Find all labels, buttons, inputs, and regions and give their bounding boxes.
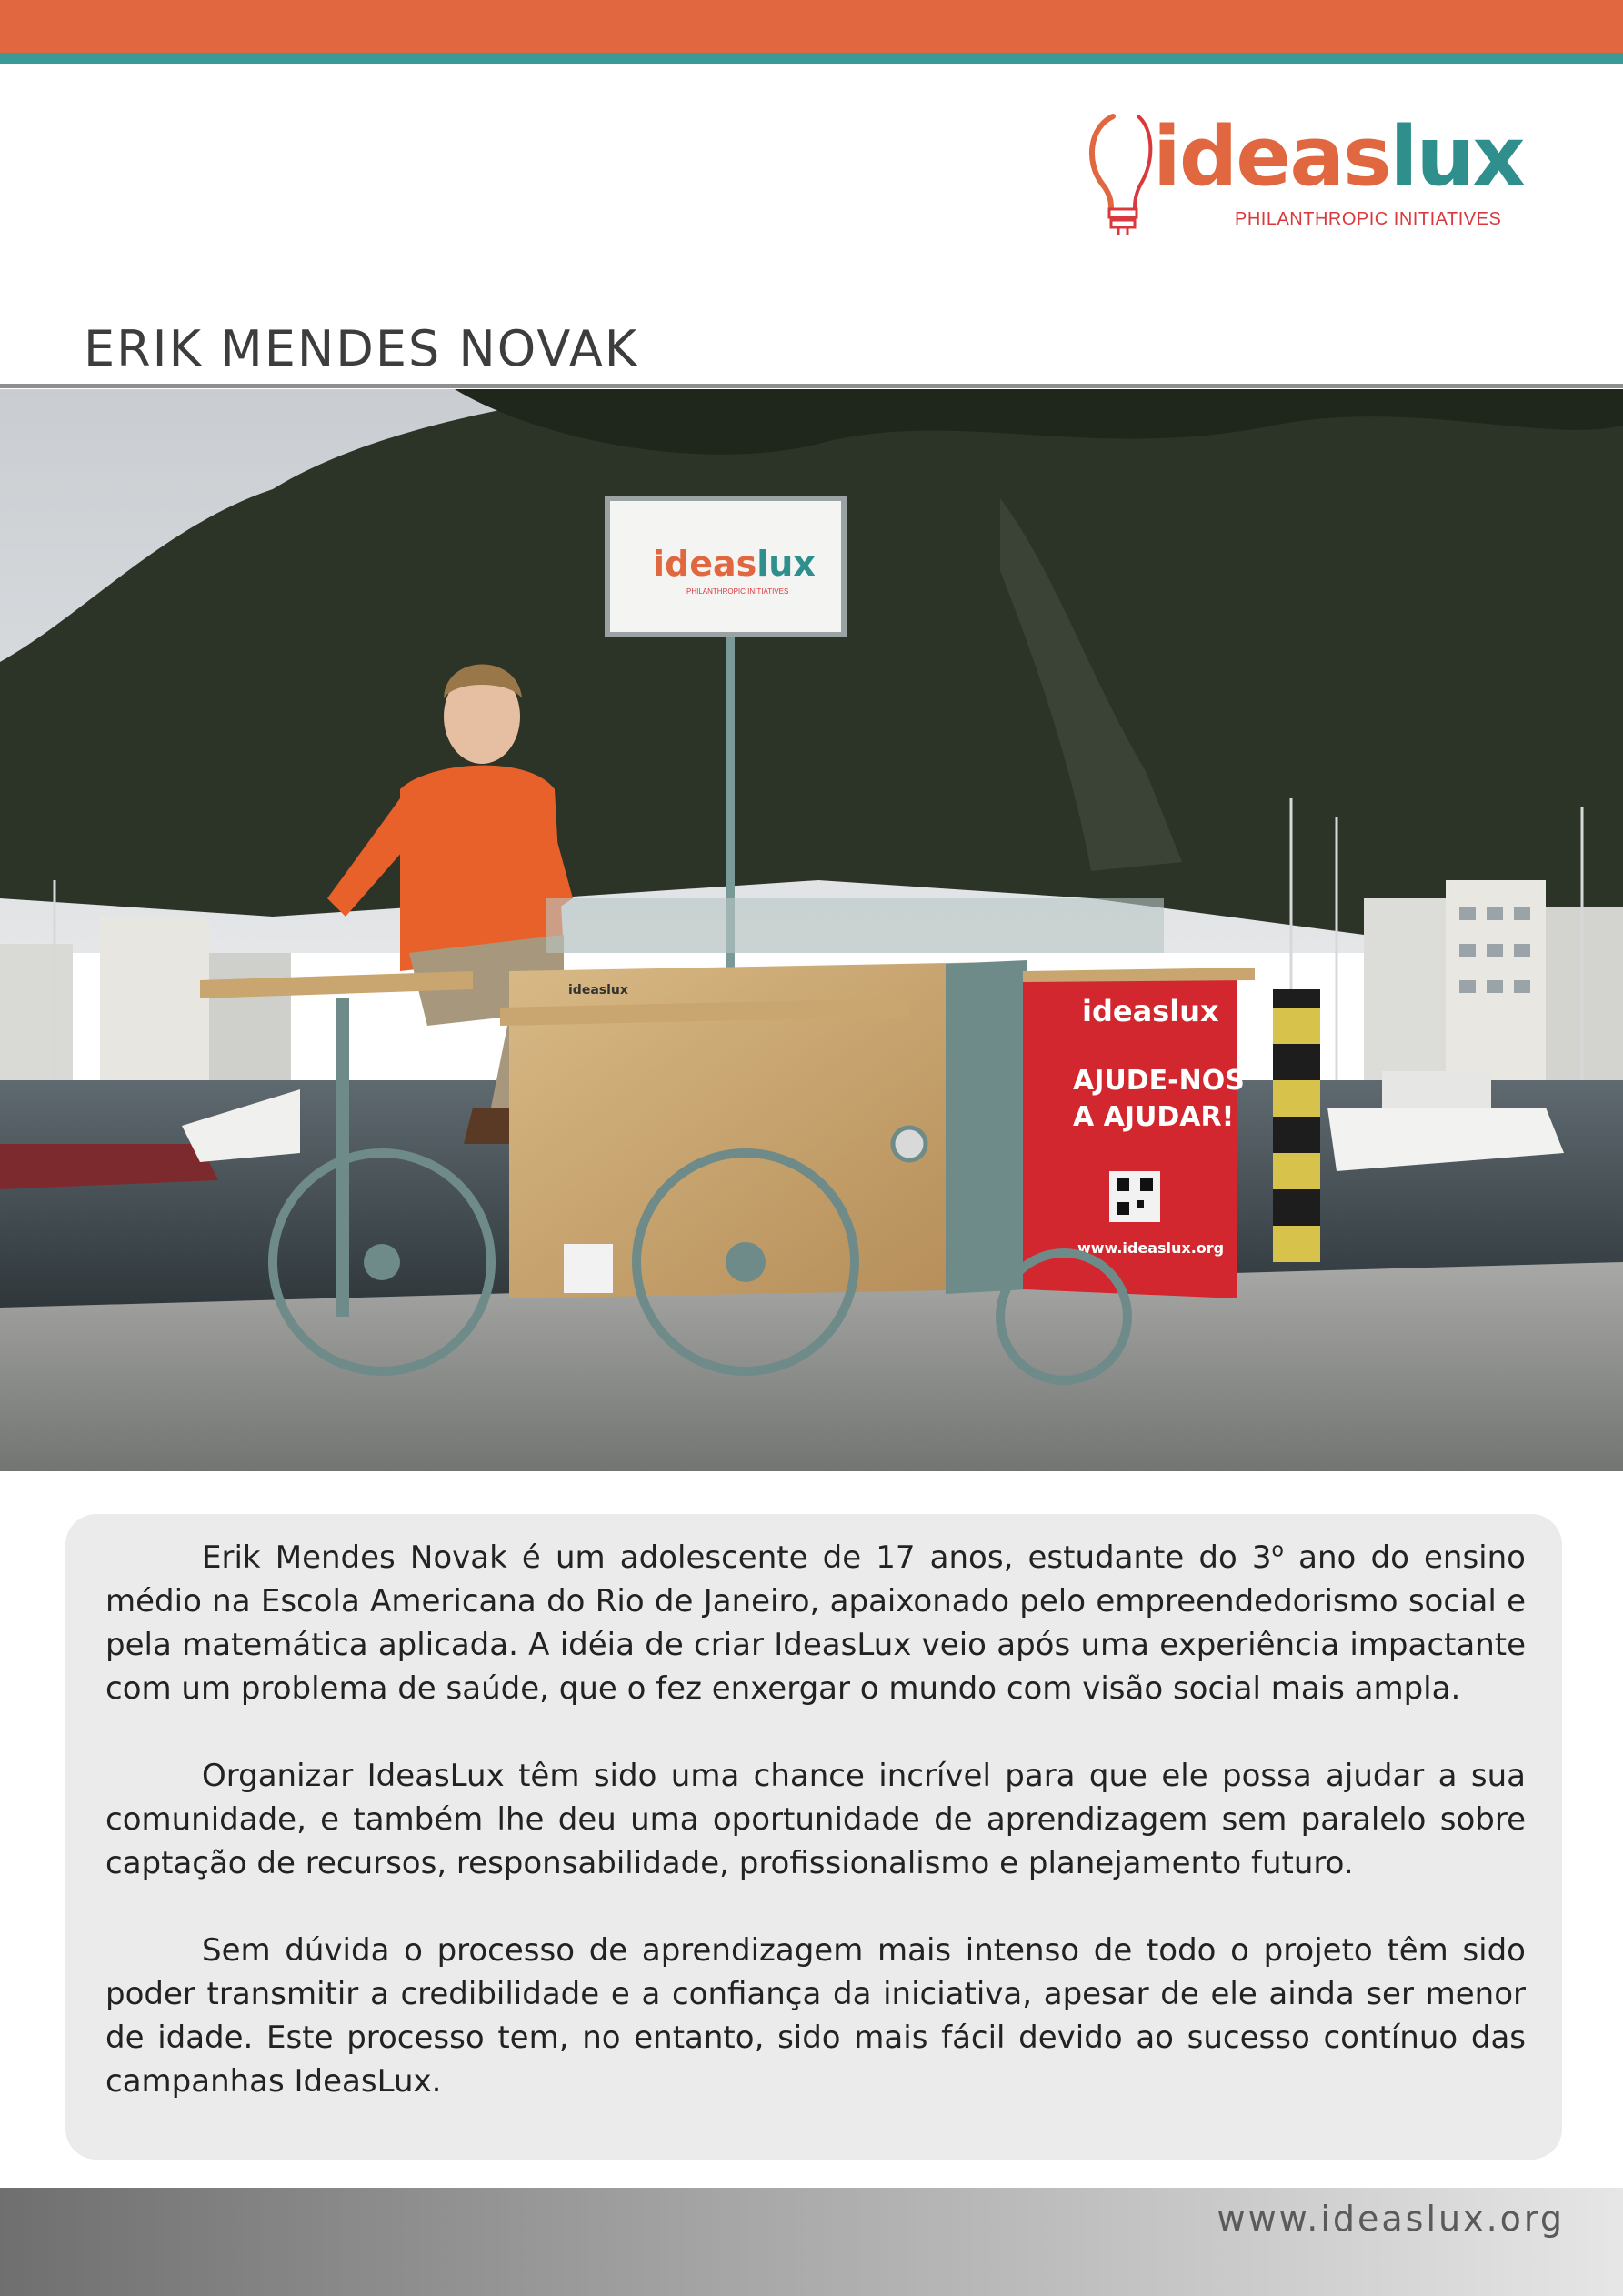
- bio-paragraph-1-part2: ano do ensino médio na Escola Americana do Rio de Janeiro, apaixonado pelo empreendedorismo social e pela matemática aplicada. A idéia de criar IdeasLux veio após uma experiência impactante com um problema de saúde, que o fez enxergar o mundo com visão social mais ampla.: [105, 1539, 1526, 1707]
- panel-url: www.ideaslux.org: [1077, 1239, 1225, 1257]
- panel-slogan-line1: AJUDE-NOS: [1073, 1065, 1245, 1097]
- bio-paragraph-2: Organizar IdeasLux têm sido uma chance incrível para que ele possa ajudar a sua comunidade, e também lhe deu uma oportunidade de aprendizagem sem paralelo sobre captação de recursos, responsabilidade, profissionalismo e planejamento futuro.: [105, 1758, 1526, 1881]
- bio-paragraph-3: Sem dúvida o processo de aprendizagem mais intenso de todo o projeto têm sido poder transmitir a credibilidade e a confiança da iniciativa, apesar de ele ainda ser menor de idade. Este processo tem, no entanto, sido mais fácil devido ao sucesso contínuo das campanhas IdeasLux.: [105, 1932, 1526, 2100]
- panel-brand-part2: lux: [1169, 994, 1219, 1028]
- brand-name-part2: lux: [1389, 109, 1524, 205]
- sign-brand-part1: ideas: [653, 544, 757, 584]
- panel-slogan-line2: A AJUDAR!: [1073, 1101, 1235, 1133]
- qr-code-small: [564, 1244, 613, 1293]
- footer-url: www.ideaslux.org: [1217, 2199, 1565, 2239]
- brand-name-part1: ideas: [1153, 109, 1390, 205]
- cart-side-brand: ideaslux: [568, 983, 628, 998]
- buildings-right: [1364, 880, 1623, 1089]
- bollard: [1273, 989, 1320, 1262]
- top-teal-bar: [0, 53, 1623, 64]
- brand-name: [1153, 107, 1524, 207]
- panel-brand-part1: ideas: [1082, 994, 1170, 1028]
- top-orange-bar: [0, 0, 1623, 53]
- hero-photo: [0, 389, 1623, 1471]
- panel-brand: [1082, 994, 1219, 1028]
- cart-photo-illustration: [0, 389, 1623, 1471]
- bio-text-box: [65, 1514, 1562, 2160]
- sign-brand: [653, 544, 816, 584]
- brand-tagline: PHILANTHROPIC INITIATIVES: [1235, 209, 1502, 229]
- sign-brand-part2: lux: [756, 544, 816, 584]
- page-title: ERIK MENDES NOVAK: [84, 320, 639, 377]
- bio-paragraph-1: [105, 1536, 1526, 1710]
- title-divider: [0, 384, 1623, 388]
- ordinal-superscript: o: [1271, 1539, 1285, 1562]
- sign-tagline: PHILANTHROPIC INITIATIVES: [686, 587, 789, 596]
- bio-paragraph-1-part1: Erik Mendes Novak é um adolescente de 17 anos, estudante do 3: [202, 1539, 1272, 1576]
- cart-headlight: [893, 1128, 926, 1160]
- ideaslux-logo: [1082, 107, 1537, 244]
- lightbulb-icon: [1082, 107, 1164, 244]
